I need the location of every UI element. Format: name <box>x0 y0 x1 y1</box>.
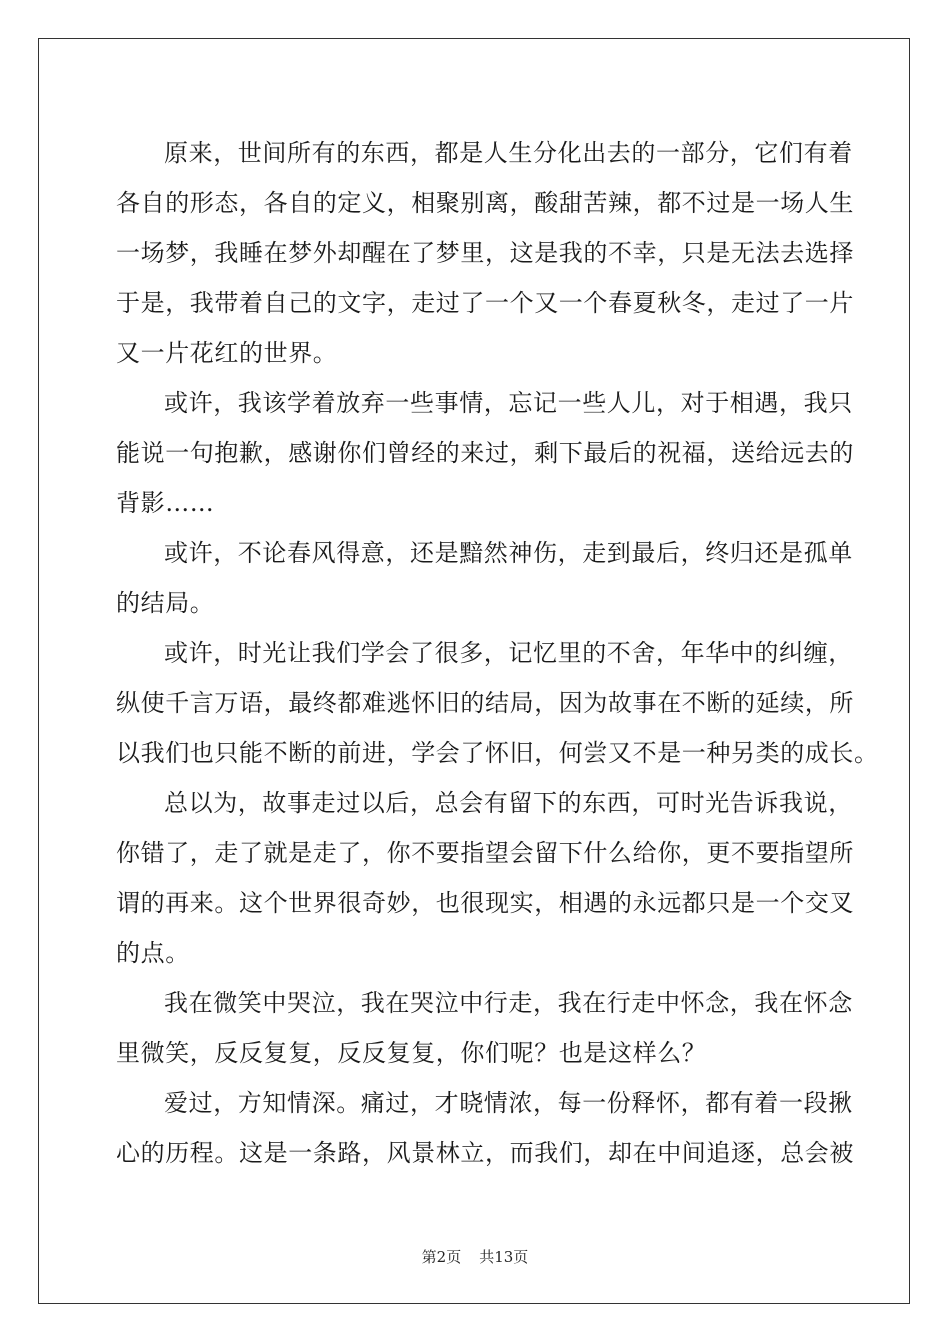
text-line: 背影…… <box>116 489 215 517</box>
page-number: 第2页 <box>421 1248 462 1266</box>
text-line: 能说一句抱歉，感谢你们曾经的来过，剩下最后的祝福，送给远去的 <box>116 439 854 467</box>
text-line: 谓的再来。这个世界很奇妙，也很现实，相遇的永远都只是一个交叉 <box>116 889 854 917</box>
page-footer <box>0 1246 950 1267</box>
text-line: 各自的形态，各自的定义，相聚别离，酸甜苦辣，都不过是一场人生 <box>116 189 854 217</box>
text-line: 或许，时光让我们学会了很多，记忆里的不舍，年华中的纠缠， <box>164 639 853 667</box>
text-line: 一场梦，我睡在梦外却醒在了梦里，这是我的不幸，只是无法去选择 <box>116 239 854 267</box>
text-line: 的点。 <box>116 939 190 967</box>
text-line: 原来，世间所有的东西，都是人生分化出去的一部分，它们有着 <box>164 139 853 167</box>
text-line: 我在微笑中哭泣，我在哭泣中行走，我在行走中怀念，我在怀念 <box>164 989 853 1017</box>
text-line: 又一片花红的世界。 <box>116 339 338 367</box>
text-line: 以我们也只能不断的前进，学会了怀旧，何尝又不是一种另类的成长。 <box>116 739 879 767</box>
text-line: 的结局。 <box>116 589 215 617</box>
text-line: 或许，不论春风得意，还是黯然神伤，走到最后，终归还是孤单 <box>164 539 853 567</box>
text-line: 里微笑，反反复复，反反复复，你们呢？也是这样么？ <box>116 1039 707 1067</box>
document-body <box>116 128 879 1178</box>
text-line: 纵使千言万语，最终都难逃怀旧的结局，因为故事在不断的延续，所 <box>116 689 854 717</box>
text-line: 总以为，故事走过以后，总会有留下的东西，可时光告诉我说， <box>164 789 853 817</box>
page-total: 共13页 <box>479 1248 529 1266</box>
text-line: 你错了，走了就是走了，你不要指望会留下什么给你，更不要指望所 <box>116 839 854 867</box>
text-line: 心的历程。这是一条路，风景林立，而我们，却在中间追逐，总会被 <box>116 1139 854 1167</box>
text-line: 爱过，方知情深。痛过，才晓情浓，每一份释怀，都有着一段揪 <box>164 1089 853 1117</box>
text-line: 于是，我带着自己的文字，走过了一个又一个春夏秋冬，走过了一片 <box>116 289 854 317</box>
text-line: 或许，我该学着放弃一些事情，忘记一些人儿，对于相遇，我只 <box>164 389 853 417</box>
